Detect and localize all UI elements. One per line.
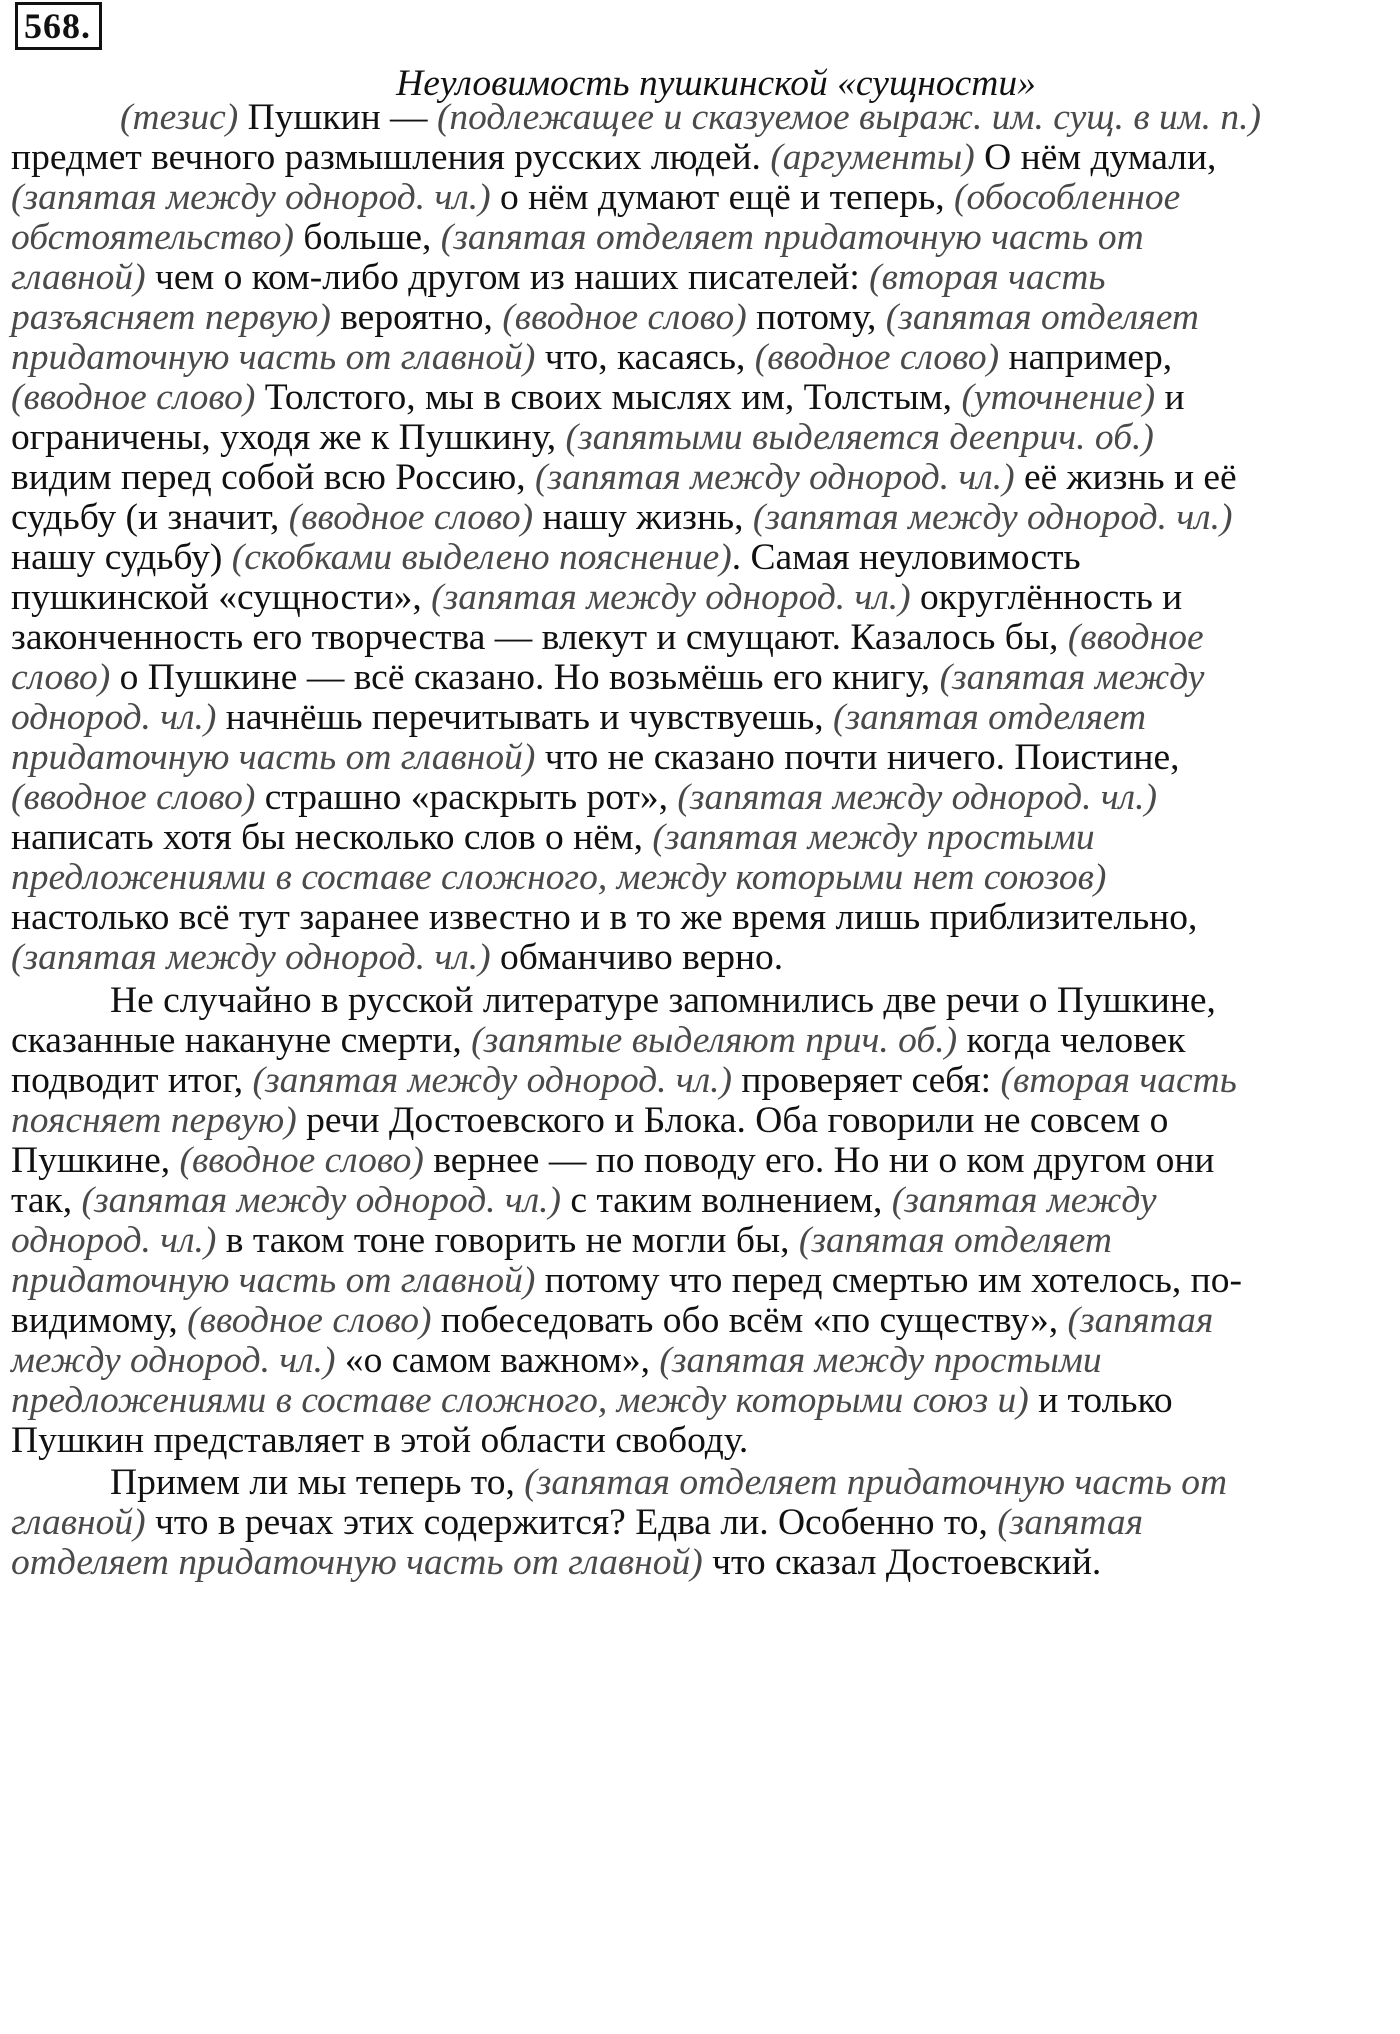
grammar-annotation: (тезис) bbox=[120, 97, 239, 138]
grammar-annotation: (запятая между однород. чл.) bbox=[677, 777, 1157, 818]
text-fragment: Пушкине, bbox=[11, 1140, 180, 1181]
text-fragment: проверяет себя: bbox=[732, 1060, 1001, 1101]
grammar-annotation: (запятая между однород. чл.) bbox=[752, 497, 1233, 538]
grammar-annotation: (вводное слово) bbox=[11, 777, 256, 818]
text-fragment: страшно «раскрыть рот», bbox=[255, 777, 678, 818]
text-fragment: . Самая неуловимость bbox=[731, 537, 1081, 578]
grammar-annotation: (запятая между bbox=[891, 1180, 1157, 1221]
grammar-annotation: (запятая отделяет придаточную часть от bbox=[440, 217, 1144, 258]
text-fragment: Пушкин — bbox=[238, 97, 437, 138]
grammar-annotation: (вторая часть bbox=[1000, 1060, 1237, 1101]
grammar-annotation: (вводное слово) bbox=[754, 337, 1000, 378]
grammar-annotation: (запятая между bbox=[939, 657, 1205, 698]
text-fragment: так, bbox=[11, 1180, 82, 1221]
text-fragment: начнёшь перечитывать и чувствуешь, bbox=[216, 697, 833, 738]
text-title: Неуловимость пушкинской «сущности» bbox=[396, 63, 1036, 104]
text-fragment: вернее — по поводу его. Но ни о ком другом они bbox=[423, 1140, 1215, 1181]
text-fragment: и только bbox=[1028, 1380, 1173, 1421]
grammar-annotation: (запятая между однород. чл.) bbox=[11, 937, 491, 978]
grammar-annotation: (вводное bbox=[1067, 617, 1204, 658]
text-fragment: с таким волнением, bbox=[561, 1180, 892, 1221]
text-fragment: побеседовать обо всём «по существу», bbox=[431, 1300, 1068, 1341]
text-fragment: её жизнь и её bbox=[1014, 457, 1237, 498]
grammar-annotation: (запятая между однород. чл.) bbox=[431, 577, 911, 618]
grammar-annotation: однород. чл.) bbox=[11, 1220, 217, 1261]
grammar-annotation: (вводное слово) bbox=[288, 497, 534, 538]
grammar-annotation: (запятая между однород. чл.) bbox=[535, 457, 1015, 498]
text-fragment: что не сказано почти ничего. Поистине, bbox=[535, 737, 1180, 778]
grammar-annotation: (вводное слово) bbox=[187, 1300, 432, 1341]
grammar-annotation: (вводное слово) bbox=[502, 297, 747, 338]
text-fragment: округлённость и bbox=[910, 577, 1183, 618]
text-fragment: сказанные накануне смерти, bbox=[11, 1020, 472, 1061]
grammar-annotation: придаточную часть от главной) bbox=[11, 337, 536, 378]
text-fragment: в таком тоне говорить не могли бы, bbox=[216, 1220, 799, 1261]
text-fragment: обманчиво верно. bbox=[490, 937, 784, 978]
grammar-annotation: однород. чл.) bbox=[11, 697, 217, 738]
grammar-annotation: (вторая часть bbox=[869, 257, 1106, 298]
grammar-annotation: обстоятельство) bbox=[11, 217, 294, 258]
text-fragment: настолько всё тут заранее известно и в то же время лишь приблизительно, bbox=[11, 897, 1198, 938]
text-fragment: что сказал Достоевский. bbox=[702, 1542, 1102, 1583]
text-fragment: и bbox=[1155, 377, 1185, 418]
text-fragment: потому что перед смертью им хотелось, по- bbox=[535, 1260, 1242, 1301]
text-fragment: чем о ком-либо другом из наших писателей: bbox=[145, 257, 870, 298]
text-fragment: Толстого, мы в своих мыслях им, Толстым, bbox=[255, 377, 962, 418]
text-fragment: видимому, bbox=[11, 1300, 188, 1341]
grammar-annotation: (аргументы) bbox=[770, 137, 975, 178]
grammar-annotation: (запятая отделяет bbox=[833, 697, 1147, 738]
grammar-annotation: поясняет первую) bbox=[11, 1100, 297, 1141]
grammar-annotation: (запятая bbox=[997, 1502, 1144, 1543]
grammar-annotation: предложениями в составе сложного, между которыми союз и) bbox=[11, 1380, 1029, 1421]
text-fragment: судьбу (и значит, bbox=[11, 497, 289, 538]
text-fragment: речи Достоевского и Блока. Оба говорили не совсем о bbox=[296, 1100, 1169, 1141]
text-fragment: видим перед собой всю Россию, bbox=[11, 457, 536, 498]
text-fragment: О нём думали, bbox=[974, 137, 1217, 178]
grammar-annotation: разъясняет первую) bbox=[11, 297, 331, 338]
exercise-number: 568. bbox=[15, 2, 102, 50]
grammar-annotation: (уточнение) bbox=[961, 377, 1156, 418]
grammar-annotation: (подлежащее и сказуемое выраж. им. сущ. в им. п.) bbox=[436, 97, 1262, 138]
text-line bbox=[11, 1537, 1101, 1589]
text-fragment: что в речах этих содержится? Едва ли. Особенно то, bbox=[145, 1502, 998, 1543]
grammar-annotation: (обособленное bbox=[953, 177, 1181, 218]
text-fragment: «о самом важном», bbox=[335, 1340, 660, 1381]
text-fragment: нашу судьбу) bbox=[11, 537, 232, 578]
grammar-annotation: слово) bbox=[11, 657, 111, 698]
text-fragment: Пушкин представляет в этой области свободу. bbox=[11, 1420, 749, 1461]
grammar-annotation: придаточную часть от главной) bbox=[11, 737, 536, 778]
grammar-annotation: (запятыми выделяется дееприч. об.) bbox=[565, 417, 1154, 458]
grammar-annotation: придаточную часть от главной) bbox=[11, 1260, 536, 1301]
grammar-annotation: (запятые выделяют прич. об.) bbox=[471, 1020, 958, 1061]
grammar-annotation: (вводное слово) bbox=[179, 1140, 424, 1181]
grammar-annotation: (запятая между однород. чл.) bbox=[252, 1060, 733, 1101]
text-fragment: вероятно, bbox=[330, 297, 503, 338]
grammar-annotation: главной) bbox=[11, 257, 146, 298]
text-fragment: Примем ли мы теперь то, bbox=[110, 1462, 525, 1503]
grammar-annotation: (запятая отделяет bbox=[798, 1220, 1113, 1261]
text-fragment: предмет вечного размышления русских людей. bbox=[11, 137, 771, 178]
text-fragment: когда человек bbox=[957, 1020, 1186, 1061]
grammar-annotation: отделяет придаточную часть от главной) bbox=[11, 1542, 703, 1583]
text-fragment: например, bbox=[999, 337, 1173, 378]
text-fragment: подводит итог, bbox=[11, 1060, 253, 1101]
grammar-annotation: (вводное слово) bbox=[11, 377, 256, 418]
text-fragment: что, касаясь, bbox=[535, 337, 755, 378]
grammar-annotation: (скобками выделено пояснение) bbox=[231, 537, 732, 578]
grammar-annotation: предложениями в составе сложного, между которыми нет союзов) bbox=[11, 857, 1107, 898]
text-fragment: пушкинской «сущности», bbox=[11, 577, 432, 618]
grammar-annotation: (запятая между простыми bbox=[652, 817, 1095, 858]
text-fragment: ограничены, уходя же к Пушкину, bbox=[11, 417, 566, 458]
text-fragment: о нём думают ещё и теперь, bbox=[490, 177, 954, 218]
text-fragment: нашу жизнь, bbox=[533, 497, 753, 538]
text-fragment: о Пушкине — всё сказано. Но возьмёшь его книгу, bbox=[110, 657, 940, 698]
grammar-annotation: (запятая между однород. чл.) bbox=[81, 1180, 562, 1221]
text-fragment: написать хотя бы несколько слов о нём, bbox=[11, 817, 653, 858]
text-fragment: законченность его творчества — влекут и смущают. Казалось бы, bbox=[11, 617, 1068, 658]
text-fragment: Не случайно в русской литературе запомнились две речи о Пушкине, bbox=[110, 980, 1216, 1021]
text-fragment: больше, bbox=[294, 217, 441, 258]
grammar-annotation: главной) bbox=[11, 1502, 146, 1543]
text-fragment: потому, bbox=[746, 297, 886, 338]
grammar-annotation: (запятая между однород. чл.) bbox=[11, 177, 491, 218]
grammar-annotation: между однород. чл.) bbox=[11, 1340, 336, 1381]
grammar-annotation: (запятая bbox=[1067, 1300, 1214, 1341]
grammar-annotation: (запятая между простыми bbox=[659, 1340, 1102, 1381]
grammar-annotation: (запятая отделяет придаточную часть от bbox=[524, 1462, 1228, 1503]
grammar-annotation: (запятая отделяет bbox=[885, 297, 1199, 338]
